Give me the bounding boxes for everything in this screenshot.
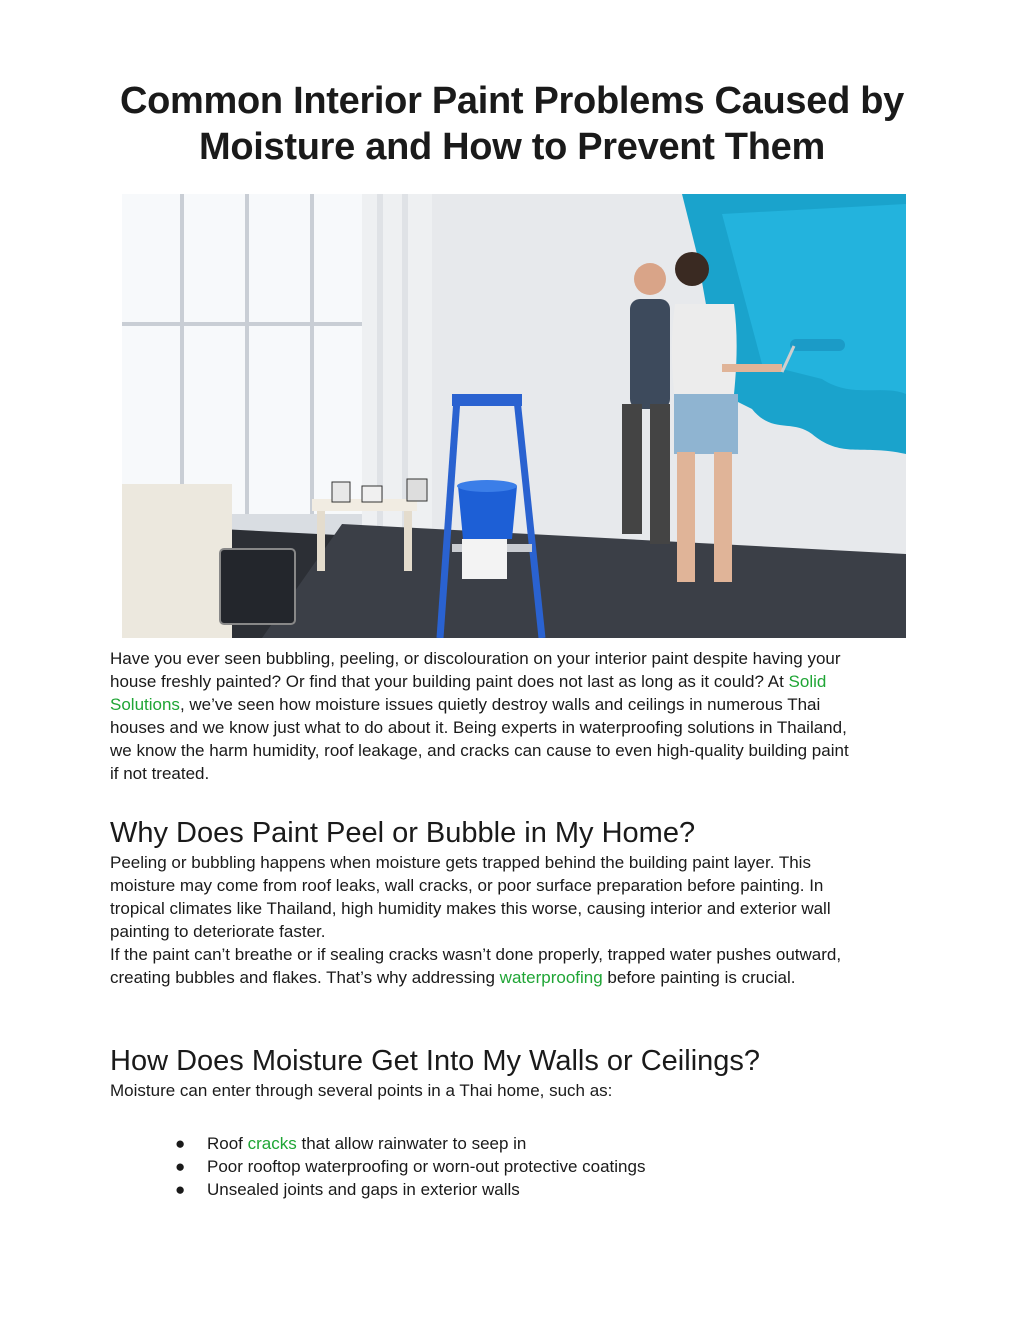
list-item-text: Roof (207, 1134, 248, 1153)
intro-text-2: , we’ve seen how moisture issues quietly destroy walls and ceilings in numerous Thai houses and we know just what to do about it. Being experts in waterproofing solutions in Thailand, we know the harm humidity, roof leakage, and cracks can cause to even high-quality building paint if not treated. (110, 695, 849, 783)
moisture-entry-list (175, 1132, 645, 1201)
window (122, 194, 367, 514)
section1-para1: Peeling or bubbling happens when moisture gets trapped behind the building paint layer. This moisture may come from roof leaks, wall cracks, or poor surface preparation before painting. In tropical climates like Thailand, high humidity makes this worse, causing interior and exterior wall painting to deteriorate faster. (110, 853, 831, 941)
bullet: ● (175, 1157, 186, 1176)
list-item (175, 1155, 645, 1178)
list-item-text: Unsealed joints and gaps in exterior walls (207, 1180, 520, 1199)
list-item-text: Poor rooftop waterproofing or worn-out protective coatings (207, 1157, 646, 1176)
list-item (175, 1178, 645, 1201)
intro-text-1: Have you ever seen bubbling, peeling, or discolouration on your interior paint despite having your house freshly painted? Or find that your building paint does not last as long as it could? At (110, 649, 841, 691)
page-title (0, 78, 1024, 170)
list-item (175, 1132, 645, 1155)
section1-para2-end: before painting is crucial. (602, 968, 796, 987)
bullet: ● (175, 1134, 186, 1153)
cracks-link[interactable]: cracks (247, 1134, 297, 1153)
title-line-1: Common Interior Paint Problems Caused by (119, 80, 905, 122)
list-item-text-end: that allow rainwater to seep in (296, 1134, 527, 1153)
hero-illustration (122, 194, 906, 638)
section-heading-peel-bubble: Why Does Paint Peel or Bubble in My Home? (110, 817, 696, 849)
section1-paragraph (110, 851, 850, 989)
intro-paragraph (110, 647, 850, 785)
hero-image-couple-painting-wall (122, 194, 906, 638)
solid-solutions-link[interactable]: Solid Solutions (110, 672, 827, 714)
title-line-2: Moisture and How to Prevent Them (199, 126, 825, 168)
section-heading-moisture-entry: How Does Moisture Get Into My Walls or Ceilings? (110, 1045, 761, 1077)
section1-para2-text: If the paint can’t breathe or if sealing cracks wasn’t done properly, trapped water pushes outward, creating bubbles and flakes. That’s why addressing (110, 945, 842, 987)
bullet: ● (175, 1180, 186, 1199)
waterproofing-link[interactable]: waterproofing (499, 968, 603, 987)
section2-intro: Moisture can enter through several points in a Thai home, such as: (110, 1081, 613, 1100)
